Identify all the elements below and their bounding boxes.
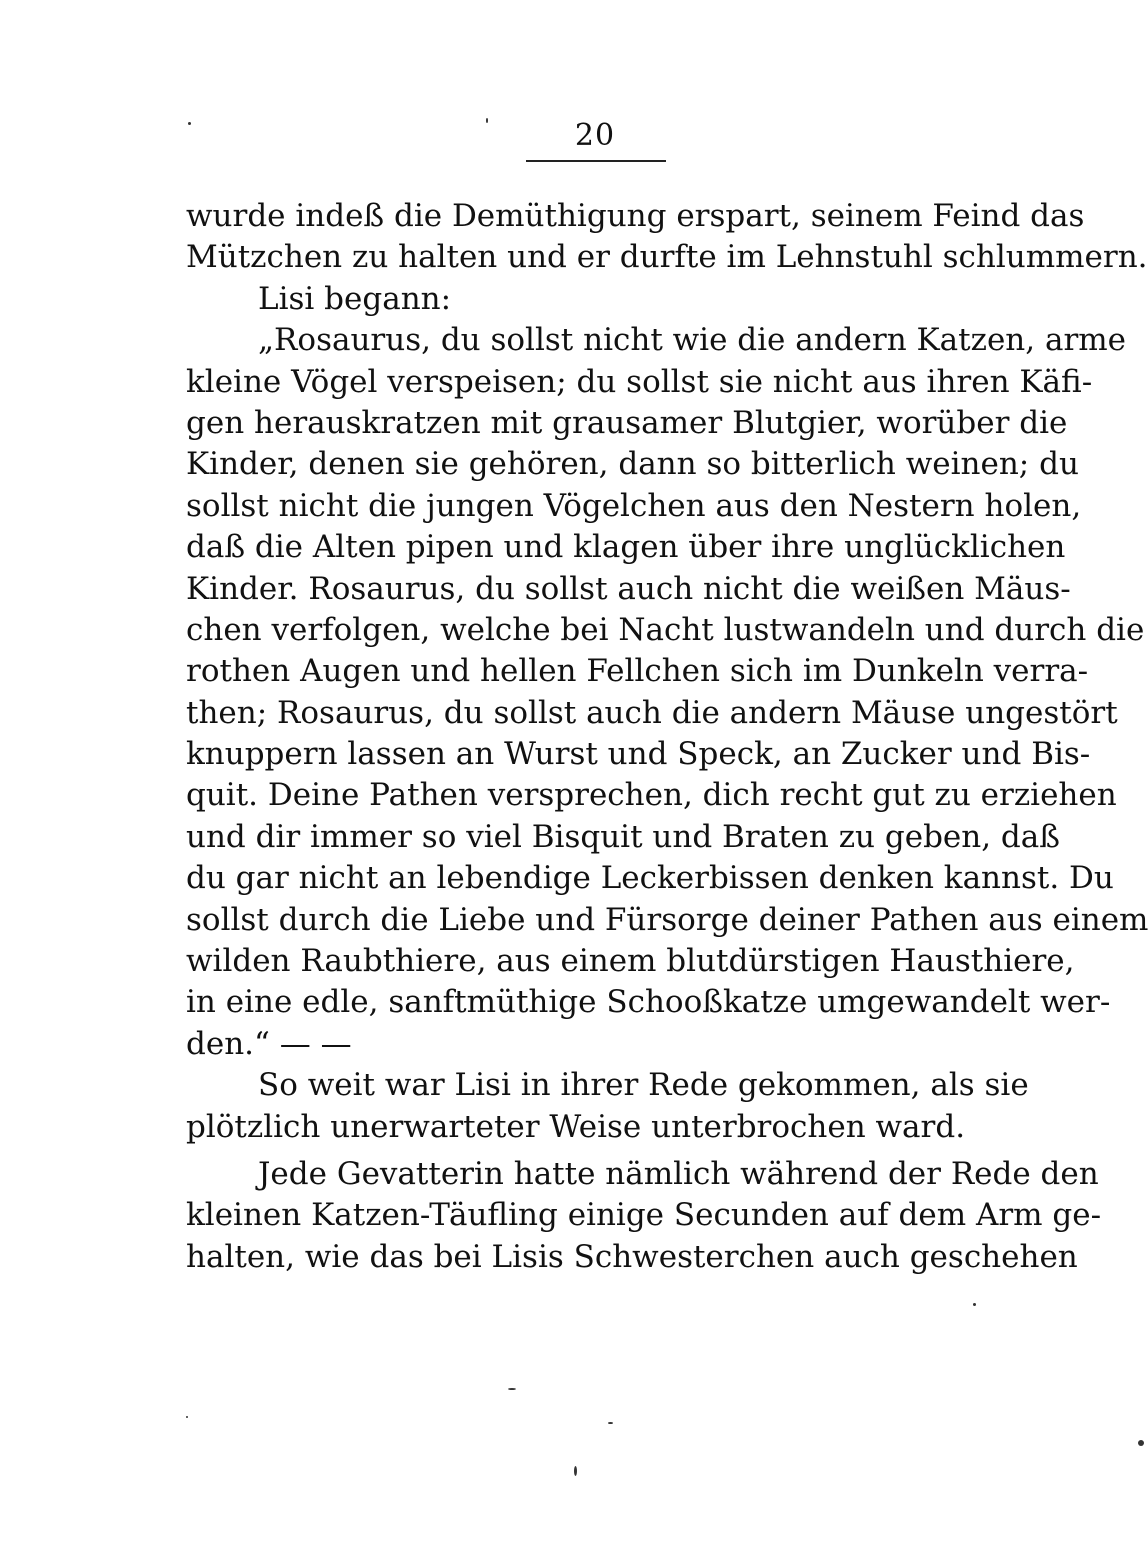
text-line: kleinen Katzen-Täufling einige Secunden auf dem Arm ge- [186, 1197, 1102, 1234]
text-line: daß die Alten pipen und klagen über ihre unglücklichen [186, 529, 1066, 566]
scan-speck [574, 1466, 577, 1476]
text-line: plötzlich unerwarteter Weise unterbrochen ward. [186, 1108, 966, 1145]
text-line: du gar nicht an lebendige Leckerbissen denken kannst. Du [186, 860, 1114, 897]
text-line: wilden Raubthiere, aus einem blutdürstigen Hausthiere, [186, 943, 1075, 980]
text-line: und dir immer so viel Bisquit und Braten zu geben, daß [186, 818, 1060, 855]
text-line: then; Rosaurus, du sollst auch die andern Mäuse ungestört [186, 694, 1118, 731]
text-line: rothen Augen und hellen Fellchen sich im Dunkeln verra- [186, 653, 1089, 690]
text-line: den.“ — — [186, 1025, 352, 1062]
text-line: wurde indeß die Demüthigung erspart, seinem Feind das [186, 198, 1085, 234]
scan-speck [186, 1416, 188, 1418]
scan-speck [508, 1388, 516, 1390]
text-line: Jede Gevatterin hatte nämlich während der Rede den [258, 1155, 1099, 1192]
text-line: Kinder. Rosaurus, du sollst auch nicht die weißen Mäus- [186, 570, 1071, 607]
text-line: sollst durch die Liebe und Fürsorge deiner Pathen aus einem [186, 901, 1148, 938]
text-line: chen verfolgen, welche bei Nacht lustwandeln und durch die [186, 611, 1145, 648]
text-line: halten, wie das bei Lisis Schwesterchen auch geschehen [186, 1238, 1078, 1275]
text-line: in eine edle, sanftmüthige Schooßkatze umgewandelt wer- [186, 984, 1111, 1021]
text-line: quit. Deine Pathen versprechen, dich recht gut zu erziehen [186, 777, 1117, 814]
text-line: kleine Vögel verspeisen; du sollst sie nicht aus ihren Käfi- [186, 363, 1093, 400]
text-line: So weit war Lisi in ihrer Rede gekommen, als sie [258, 1067, 1029, 1104]
page-number: 20 [574, 118, 616, 153]
scan-speck [608, 1422, 613, 1424]
scan-speck [1138, 1440, 1144, 1446]
text-line: sollst nicht die jungen Vögelchen aus den Nestern holen, [186, 487, 1082, 524]
body-text [186, 196, 1148, 1278]
text-line: knuppern lassen an Wurst und Speck, an Zucker und Bis- [186, 736, 1091, 773]
text-line: Kinder, denen sie gehören, dann so bitterlich weinen; du [186, 446, 1079, 483]
text-line: Mützchen zu halten und er durfte im Lehnstuhl schlummern. [186, 239, 1148, 276]
page-number-rule [526, 160, 666, 162]
text-line: gen herauskratzen mit grausamer Blutgier, worüber die [186, 404, 1068, 441]
scan-speck [188, 122, 191, 125]
scan-speck [486, 118, 488, 123]
text-line: Lisi begann: [258, 280, 452, 317]
text-line: „Rosaurus, du sollst nicht wie die andern Katzen, arme [258, 322, 1126, 359]
scan-speck [973, 1303, 976, 1306]
